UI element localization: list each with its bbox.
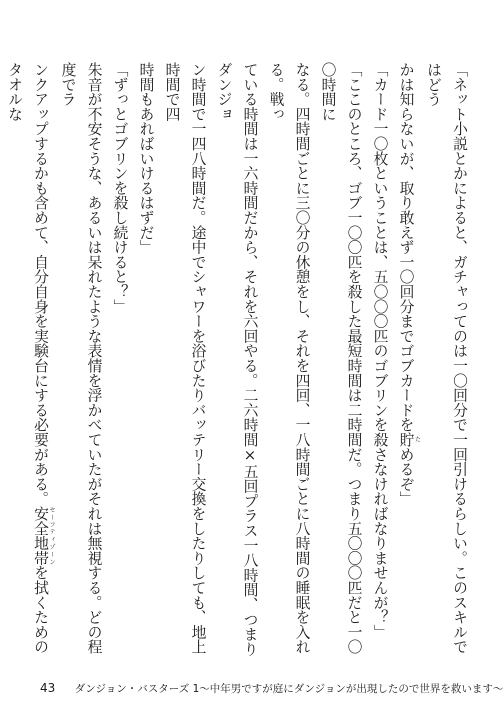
text-line: 「ずっとゴブリンを殺し続けると？」 xyxy=(111,62,129,314)
ruby-annotation: 安全地帯 セーフティゾーン xyxy=(32,506,55,566)
text-line: 時間もあればいけるはずだ」 xyxy=(137,62,155,255)
text-line: なる。四時間ごとに三〇分の休憩をし、それを四回、一八時間ごとに八時間の睡眠を入れる。戦っ xyxy=(267,62,311,654)
text-line: 「カード一〇枚ということは、五〇〇〇匹のゴブリンを殺さなければなりませんが？」 xyxy=(371,62,389,640)
text-line: かは知らないが、取り敢えず一〇回分までゴブカードを貯 ためるぞ」 xyxy=(397,62,421,507)
text-line: 「ネット小説とかによると、ガチャってのは一〇回分で一回引けるらしい。このスキルではどう xyxy=(425,62,468,654)
text-line: 朱音が不安そうな、あるいは呆れたような表情を浮かべていたがそれは無視する。どの程度でラ xyxy=(59,62,103,654)
text-line: 「ここのところ、ゴブ一〇〇匹を殺した最短時間は二時間だ。つまり五〇〇〇匹だと一〇〇時間に xyxy=(319,62,363,654)
running-title: ダンジョン・バスターズ 1〜中年男ですが庭にダンジョンが出現したので世界を救います〜 xyxy=(74,683,503,695)
page-number: 43 xyxy=(40,681,56,695)
text-line: ている時間は一六時間だから、それを六回やる。二六時間×五回プラス一八時間、つまりダンジョ xyxy=(215,62,259,657)
text-line: ン時間で一四八時間だ。途中でシャワーを浴びたりバッテリー交換をしたりしても、地上時間で四 xyxy=(163,62,207,654)
vertical-text-block xyxy=(6,62,472,662)
ruby-annotation: 貯 た xyxy=(397,432,421,447)
text-line: ンクアップするかも含めて、自分自身を実験台にする必要がある。安全地帯 セーフティゾーンを拭くためのタオルな xyxy=(6,62,55,655)
page-footer xyxy=(40,680,503,696)
text-line xyxy=(0,62,1,662)
